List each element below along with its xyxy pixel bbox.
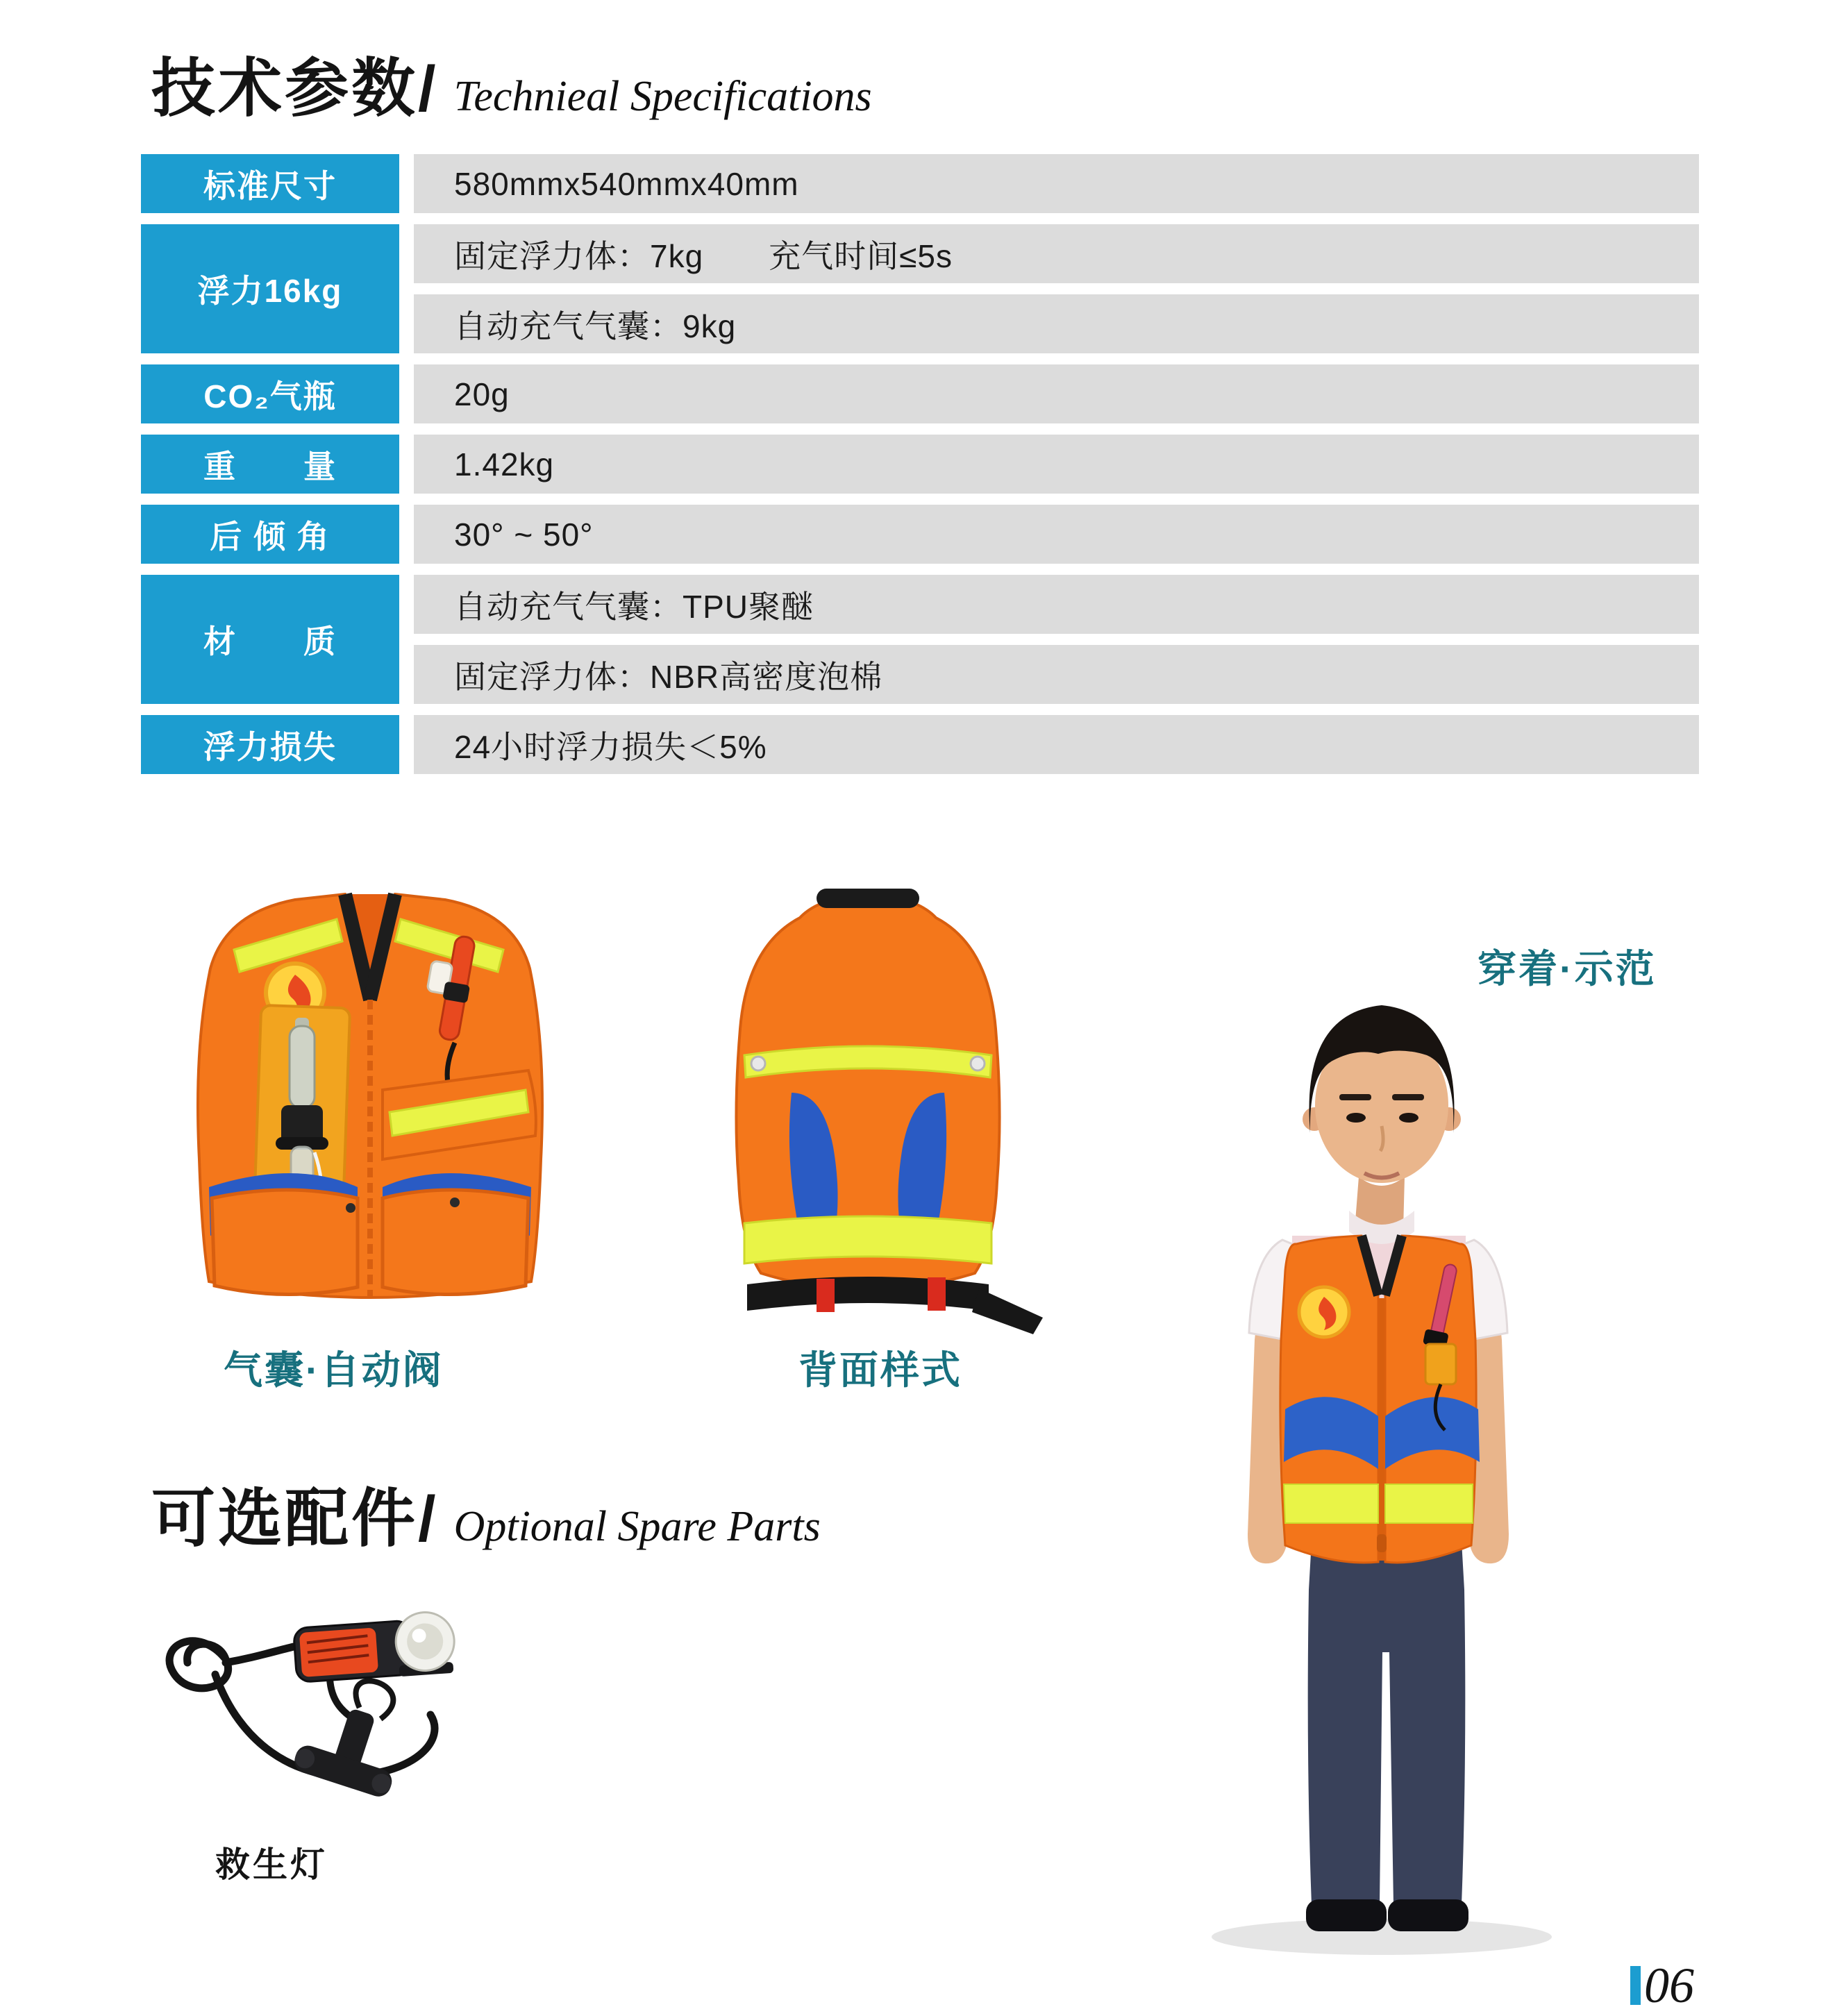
front-vest-image (128, 861, 614, 1322)
page-number-value: 06 (1644, 1958, 1694, 2013)
spec-label-weight: 重 量 (141, 435, 399, 494)
spec-value-weight: 1.42kg (414, 435, 1699, 494)
front-vest-caption: 气囊·自动阀 (224, 1348, 444, 1392)
spec-value-auto-bladder: 自动充气气囊：9kg (414, 294, 1699, 353)
spec-value-material-nbr: 固定浮力体：NBR高密度泡棉 (414, 645, 1699, 704)
life-light-caption: 救生灯 (215, 1845, 328, 1884)
page-number-bar (1630, 1966, 1641, 2005)
spec-value-co2: 20g (414, 364, 1699, 423)
tech-specs-title-en: Technieal Specifications (453, 73, 872, 120)
spec-label-backward-angle: 后 倾 角 (141, 505, 399, 564)
page-number (1630, 1958, 1694, 2013)
optional-parts-title-zh: 可选配件/ (151, 1484, 439, 1554)
optional-parts-heading (151, 1484, 821, 1554)
spec-value-fixed-foam: 固定浮力体：7kg 充气时间≤5s (414, 224, 1699, 283)
spec-label-material: 材 质 (141, 575, 399, 704)
spec-label-size: 标准尺寸 (141, 154, 399, 213)
spec-label-buoyancy: 浮力16kg (141, 224, 399, 353)
life-light-image (122, 1597, 538, 1836)
back-vest-image (680, 848, 1055, 1334)
model-caption: 穿着·示范 (1478, 947, 1657, 991)
spec-label-co2: CO₂气瓶 (141, 364, 399, 423)
spec-label-buoyancy-loss: 浮力损失 (141, 715, 399, 774)
spec-value-material-tpu: 自动充气气囊：TPU聚醚 (414, 575, 1699, 634)
spec-value-size: 580mmx540mmx40mm (414, 154, 1699, 213)
tech-specs-title-zh: 技术参数/ (151, 53, 439, 124)
back-vest-caption: 背面样式 (798, 1348, 962, 1392)
tech-specs-heading (151, 53, 872, 124)
optional-parts-title-en: Optional Spare Parts (453, 1503, 821, 1550)
spec-value-buoyancy-loss: 24小时浮力损失＜5% (414, 715, 1699, 774)
spec-value-backward-angle: 30° ~ 50° (414, 505, 1699, 564)
spec-table (141, 154, 1699, 774)
